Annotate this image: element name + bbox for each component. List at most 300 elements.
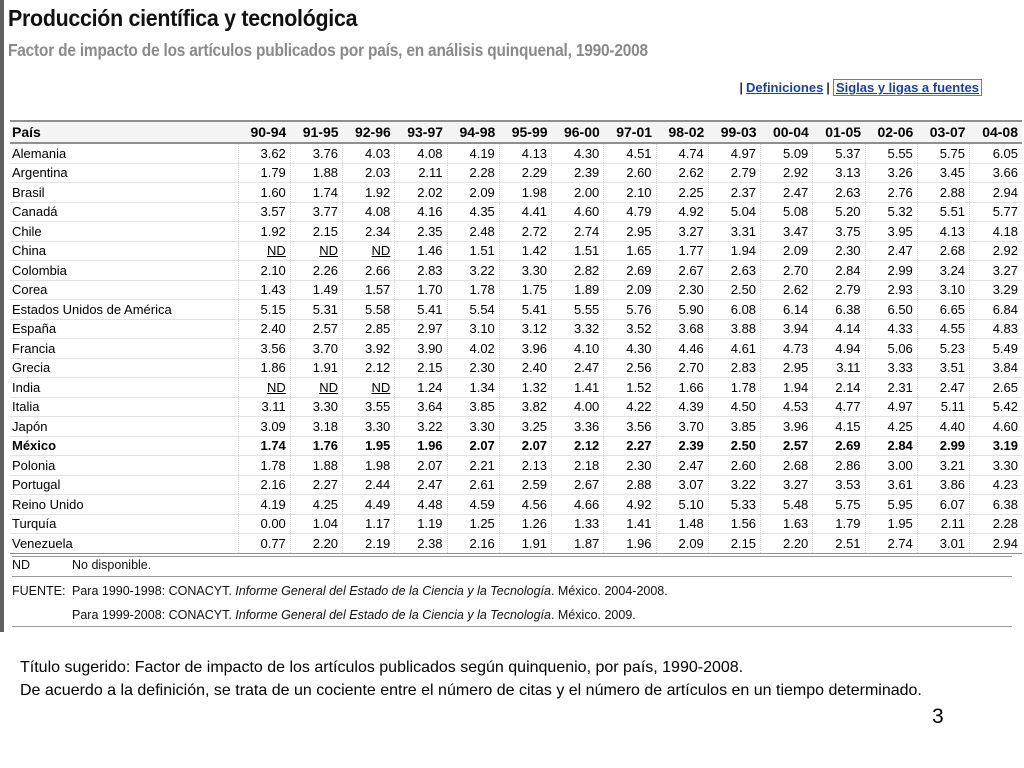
value-cell xyxy=(447,495,499,515)
impact-value: 0.00 xyxy=(260,516,286,532)
value-cell xyxy=(499,495,551,515)
impact-value: 2.16 xyxy=(469,535,495,551)
impact-value: 5.41 xyxy=(521,301,548,317)
value-cell xyxy=(447,456,499,476)
value-cell xyxy=(238,241,290,261)
value-cell xyxy=(708,222,760,242)
impact-value: 3.01 xyxy=(939,535,966,551)
impact-value: 1.66 xyxy=(678,379,704,395)
impact-value: 2.27 xyxy=(312,477,339,493)
value-cell xyxy=(395,397,447,417)
value-cell xyxy=(761,534,813,554)
value-cell xyxy=(238,202,290,222)
table-row xyxy=(10,143,1022,163)
impact-value: 2.69 xyxy=(626,262,652,278)
impact-value: 2.84 xyxy=(835,262,861,278)
value-cell xyxy=(552,163,604,183)
impact-value: 4.02 xyxy=(469,340,495,356)
value-cell xyxy=(604,456,656,476)
value-cell xyxy=(343,417,395,437)
impact-value: 1.48 xyxy=(678,516,704,532)
value-cell xyxy=(499,417,551,437)
impact-value: 3.84 xyxy=(992,360,1018,376)
value-cell xyxy=(447,358,499,378)
value-cell xyxy=(813,397,865,417)
value-cell xyxy=(499,300,551,320)
value-cell xyxy=(917,261,969,281)
value-cell xyxy=(238,417,290,437)
impact-value: 2.31 xyxy=(887,379,913,395)
impact-value: 3.27 xyxy=(782,477,809,493)
impact-value: 1.43 xyxy=(260,282,286,298)
impact-value: 2.84 xyxy=(887,438,913,454)
impact-value: 1.63 xyxy=(782,516,809,532)
impact-value: 3.96 xyxy=(521,340,548,356)
impact-value: 2.61 xyxy=(469,477,495,493)
value-cell xyxy=(813,143,865,163)
impact-value: 4.60 xyxy=(573,204,600,220)
value-cell xyxy=(447,514,499,534)
impact-value: 1.56 xyxy=(730,516,757,532)
impact-value: 3.68 xyxy=(678,321,704,337)
value-cell xyxy=(604,222,656,242)
value-cell xyxy=(917,163,969,183)
value-cell xyxy=(604,261,656,281)
value-cell xyxy=(708,495,760,515)
value-cell xyxy=(708,534,760,554)
value-cell xyxy=(813,495,865,515)
value-cell xyxy=(395,339,447,359)
period-header: 94-98 xyxy=(447,121,499,143)
value-cell xyxy=(865,300,917,320)
value-cell xyxy=(813,163,865,183)
value-cell xyxy=(970,397,1022,417)
value-cell xyxy=(604,339,656,359)
impact-value: 6.05 xyxy=(992,145,1018,161)
value-cell xyxy=(290,456,342,476)
impact-value: 5.51 xyxy=(939,204,966,220)
impact-value: 5.09 xyxy=(782,145,809,161)
impact-value: 1.98 xyxy=(364,457,391,473)
footnote-divider xyxy=(12,556,1012,557)
value-cell xyxy=(656,319,708,339)
value-cell xyxy=(970,183,1022,203)
value-cell xyxy=(447,300,499,320)
impact-value: 2.47 xyxy=(887,243,913,259)
impact-value: 2.47 xyxy=(678,457,704,473)
value-cell xyxy=(917,495,969,515)
value-cell xyxy=(604,534,656,554)
country-cell: Italia xyxy=(10,397,238,417)
value-cell xyxy=(917,280,969,300)
impact-value: 1.25 xyxy=(469,516,495,532)
period-header: 02-06 xyxy=(865,121,917,143)
impact-value: 2.92 xyxy=(782,165,809,181)
impact-value: 2.27 xyxy=(626,438,652,454)
impact-value: 2.51 xyxy=(835,535,861,551)
value-cell xyxy=(970,261,1022,281)
impact-value: 5.75 xyxy=(835,496,861,512)
impact-value: 2.15 xyxy=(730,535,757,551)
impact-value: 2.34 xyxy=(364,223,391,239)
impact-value: 4.48 xyxy=(417,496,443,512)
impact-value: 2.19 xyxy=(364,535,391,551)
impact-value: 1.04 xyxy=(312,516,339,532)
value-cell xyxy=(290,534,342,554)
period-header: 99-03 xyxy=(708,121,760,143)
value-cell xyxy=(970,319,1022,339)
impact-value: 3.53 xyxy=(835,477,861,493)
value-cell xyxy=(656,183,708,203)
not-available-value: ND xyxy=(371,243,391,259)
value-cell xyxy=(343,339,395,359)
impact-value: 2.11 xyxy=(940,516,966,532)
value-cell xyxy=(447,417,499,437)
value-cell xyxy=(970,495,1022,515)
value-cell xyxy=(290,319,342,339)
value-cell xyxy=(238,495,290,515)
value-cell xyxy=(761,280,813,300)
value-cell xyxy=(761,163,813,183)
table-row xyxy=(10,241,1022,261)
value-cell xyxy=(970,456,1022,476)
value-cell xyxy=(604,280,656,300)
impact-value: 3.10 xyxy=(469,321,495,337)
value-cell xyxy=(238,319,290,339)
impact-value: 3.92 xyxy=(364,340,391,356)
value-cell xyxy=(656,514,708,534)
impact-value: 2.02 xyxy=(417,184,443,200)
impact-value: 1.65 xyxy=(626,243,652,259)
value-cell xyxy=(447,475,499,495)
impact-value: 2.95 xyxy=(626,223,652,239)
impact-value: 4.49 xyxy=(364,496,391,512)
value-cell xyxy=(290,378,342,398)
impact-value: 3.11 xyxy=(836,360,861,376)
country-column-header: País xyxy=(10,121,238,143)
impact-value: 4.60 xyxy=(992,418,1018,434)
impact-value: 2.29 xyxy=(521,165,548,181)
impact-value: 3.52 xyxy=(626,321,652,337)
value-cell xyxy=(761,261,813,281)
table-header-row xyxy=(10,121,1022,143)
value-cell xyxy=(708,514,760,534)
value-cell xyxy=(447,241,499,261)
value-cell xyxy=(813,339,865,359)
impact-value: 2.25 xyxy=(678,184,704,200)
impact-value: 5.15 xyxy=(260,301,286,317)
source-key: FUENTE: xyxy=(12,584,66,598)
impact-value: 1.49 xyxy=(312,282,339,298)
value-cell xyxy=(604,475,656,495)
impact-value: 5.42 xyxy=(992,399,1018,415)
impact-value: 2.83 xyxy=(730,360,757,376)
value-cell xyxy=(761,183,813,203)
country-cell: Francia xyxy=(10,339,238,359)
impact-value: 2.18 xyxy=(573,457,600,473)
siglas-ligas-link[interactable]: Siglas y ligas a fuentes xyxy=(833,79,982,96)
value-cell xyxy=(865,202,917,222)
value-cell xyxy=(395,417,447,437)
table-row xyxy=(10,222,1022,242)
value-cell xyxy=(499,475,551,495)
source-1-prefix: Para 1990-1998: CONACYT. xyxy=(72,584,236,598)
value-cell xyxy=(656,339,708,359)
impact-value: 2.68 xyxy=(939,243,966,259)
value-cell xyxy=(656,261,708,281)
impact-value: 4.55 xyxy=(939,321,966,337)
table-row xyxy=(10,378,1022,398)
value-cell xyxy=(865,241,917,261)
table-row xyxy=(10,300,1022,320)
value-cell xyxy=(656,163,708,183)
value-cell xyxy=(813,417,865,437)
period-header: 92-96 xyxy=(343,121,395,143)
impact-value: 3.21 xyxy=(939,457,966,473)
impact-value: 5.37 xyxy=(835,145,861,161)
impact-value: 2.82 xyxy=(573,262,600,278)
impact-value: 5.75 xyxy=(939,145,966,161)
value-cell xyxy=(395,319,447,339)
value-cell xyxy=(970,514,1022,534)
impact-value: 1.74 xyxy=(312,184,339,200)
impact-value: 2.67 xyxy=(678,262,704,278)
value-cell xyxy=(708,436,760,456)
definiciones-link[interactable]: Definiciones xyxy=(746,80,824,95)
footnote-divider xyxy=(12,626,1012,627)
value-cell xyxy=(865,475,917,495)
impact-value: 5.54 xyxy=(469,301,495,317)
impact-value: 3.32 xyxy=(573,321,600,337)
impact-value: 2.65 xyxy=(992,379,1018,395)
impact-value: 1.75 xyxy=(521,282,548,298)
value-cell xyxy=(917,417,969,437)
impact-value: 3.30 xyxy=(469,418,495,434)
impact-value: 2.20 xyxy=(312,535,339,551)
value-cell xyxy=(865,222,917,242)
country-cell: Chile xyxy=(10,222,238,242)
impact-value: 4.61 xyxy=(730,340,757,356)
impact-value: 3.55 xyxy=(364,399,391,415)
value-cell xyxy=(395,143,447,163)
impact-value: 1.46 xyxy=(417,243,443,259)
value-cell xyxy=(708,300,760,320)
value-cell xyxy=(552,397,604,417)
value-cell xyxy=(290,241,342,261)
value-cell xyxy=(343,514,395,534)
value-cell xyxy=(656,280,708,300)
impact-value: 2.68 xyxy=(782,457,809,473)
impact-value: 2.50 xyxy=(730,282,757,298)
impact-value: 2.30 xyxy=(678,282,704,298)
impact-value: 1.92 xyxy=(364,184,391,200)
impact-value: 2.11 xyxy=(418,165,443,181)
impact-value: 1.60 xyxy=(260,184,286,200)
value-cell xyxy=(656,495,708,515)
impact-value: 3.70 xyxy=(312,340,339,356)
value-cell xyxy=(395,261,447,281)
value-cell xyxy=(238,514,290,534)
value-cell xyxy=(499,534,551,554)
value-cell xyxy=(343,202,395,222)
value-cell xyxy=(656,534,708,554)
value-cell xyxy=(970,358,1022,378)
impact-value: 1.74 xyxy=(260,438,286,454)
impact-value: 2.40 xyxy=(260,321,286,337)
page-number: 3 xyxy=(932,705,944,728)
value-cell xyxy=(656,397,708,417)
impact-value: 3.27 xyxy=(992,262,1018,278)
period-header: 00-04 xyxy=(761,121,813,143)
value-cell xyxy=(813,261,865,281)
value-cell xyxy=(290,436,342,456)
impact-value: 2.72 xyxy=(521,223,548,239)
impact-value: 4.97 xyxy=(730,145,757,161)
impact-value: 3.29 xyxy=(992,282,1018,298)
value-cell xyxy=(917,241,969,261)
impact-value: 4.40 xyxy=(939,418,966,434)
impact-value: 2.09 xyxy=(782,243,809,259)
country-cell: Reino Unido xyxy=(10,495,238,515)
table-row xyxy=(10,202,1022,222)
value-cell xyxy=(552,417,604,437)
value-cell xyxy=(604,358,656,378)
value-cell xyxy=(395,378,447,398)
value-cell xyxy=(447,143,499,163)
value-cell xyxy=(290,397,342,417)
country-cell: Grecia xyxy=(10,358,238,378)
value-cell xyxy=(970,534,1022,554)
value-cell xyxy=(343,241,395,261)
value-cell xyxy=(499,358,551,378)
impact-value: 3.70 xyxy=(678,418,704,434)
value-cell xyxy=(656,222,708,242)
impact-value: 2.50 xyxy=(730,438,757,454)
impact-value: 1.41 xyxy=(626,516,652,532)
impact-value: 3.66 xyxy=(992,165,1018,181)
impact-value: 3.82 xyxy=(521,399,548,415)
value-cell xyxy=(708,397,760,417)
value-cell xyxy=(395,475,447,495)
not-available-value: ND xyxy=(267,243,286,259)
value-cell xyxy=(447,397,499,417)
impact-value: 1.96 xyxy=(417,438,443,454)
impact-value: 5.23 xyxy=(939,340,966,356)
value-cell xyxy=(238,183,290,203)
impact-value: 3.30 xyxy=(364,418,391,434)
value-cell xyxy=(552,534,604,554)
value-cell xyxy=(813,534,865,554)
impact-value: 4.74 xyxy=(678,145,704,161)
impact-value: 4.46 xyxy=(678,340,704,356)
value-cell xyxy=(447,534,499,554)
impact-value: 3.88 xyxy=(730,321,757,337)
impact-value: 2.57 xyxy=(312,321,339,337)
impact-value: 2.47 xyxy=(782,184,809,200)
value-cell xyxy=(447,378,499,398)
impact-value: 1.34 xyxy=(469,379,495,395)
value-cell xyxy=(656,456,708,476)
value-cell xyxy=(499,397,551,417)
impact-value: 3.19 xyxy=(992,438,1018,454)
impact-value: 1.77 xyxy=(678,243,704,259)
impact-value: 2.38 xyxy=(417,535,443,551)
value-cell xyxy=(970,222,1022,242)
value-cell xyxy=(290,183,342,203)
impact-value: 2.74 xyxy=(573,223,600,239)
impact-value: 1.95 xyxy=(364,438,391,454)
impact-value: 3.94 xyxy=(782,321,809,337)
impact-value: 2.28 xyxy=(469,165,495,181)
value-cell xyxy=(499,222,551,242)
impact-value: 5.06 xyxy=(887,340,913,356)
value-cell xyxy=(552,241,604,261)
value-cell xyxy=(813,300,865,320)
impact-value: 2.26 xyxy=(312,262,339,278)
impact-value: 1.87 xyxy=(573,535,600,551)
value-cell xyxy=(552,319,604,339)
value-cell xyxy=(604,495,656,515)
impact-value: 2.62 xyxy=(678,165,704,181)
impact-value: 2.85 xyxy=(364,321,391,337)
impact-value: 1.79 xyxy=(835,516,861,532)
impact-value: 4.23 xyxy=(992,477,1018,493)
value-cell xyxy=(708,163,760,183)
impact-value: 2.12 xyxy=(573,438,600,454)
impact-value: 2.79 xyxy=(730,165,757,181)
value-cell xyxy=(656,300,708,320)
value-cell xyxy=(343,163,395,183)
value-cell xyxy=(499,280,551,300)
table-row xyxy=(10,280,1022,300)
value-cell xyxy=(238,358,290,378)
value-cell xyxy=(343,495,395,515)
value-cell xyxy=(447,222,499,242)
value-cell xyxy=(499,319,551,339)
value-cell xyxy=(447,261,499,281)
value-cell xyxy=(552,280,604,300)
impact-value: 1.88 xyxy=(312,165,339,181)
value-cell xyxy=(552,183,604,203)
value-cell xyxy=(865,319,917,339)
impact-value: 3.12 xyxy=(521,321,548,337)
value-cell xyxy=(917,300,969,320)
value-cell xyxy=(813,378,865,398)
impact-value: 2.00 xyxy=(573,184,600,200)
country-cell: Alemania xyxy=(10,143,238,163)
country-cell: Polonia xyxy=(10,456,238,476)
impact-value: 1.24 xyxy=(417,379,443,395)
impact-value: 1.91 xyxy=(521,535,548,551)
impact-value: 2.15 xyxy=(417,360,443,376)
value-cell xyxy=(656,436,708,456)
table-row xyxy=(10,495,1022,515)
value-cell xyxy=(395,163,447,183)
impact-value: 1.78 xyxy=(469,282,495,298)
value-cell xyxy=(604,397,656,417)
value-cell xyxy=(970,436,1022,456)
value-cell xyxy=(604,300,656,320)
value-cell xyxy=(499,514,551,534)
not-available-value: ND xyxy=(319,243,339,259)
value-cell xyxy=(813,241,865,261)
value-cell xyxy=(343,397,395,417)
impact-value: 2.62 xyxy=(782,282,809,298)
value-cell xyxy=(395,202,447,222)
impact-value: 5.04 xyxy=(730,204,757,220)
value-cell xyxy=(917,514,969,534)
value-cell xyxy=(865,436,917,456)
